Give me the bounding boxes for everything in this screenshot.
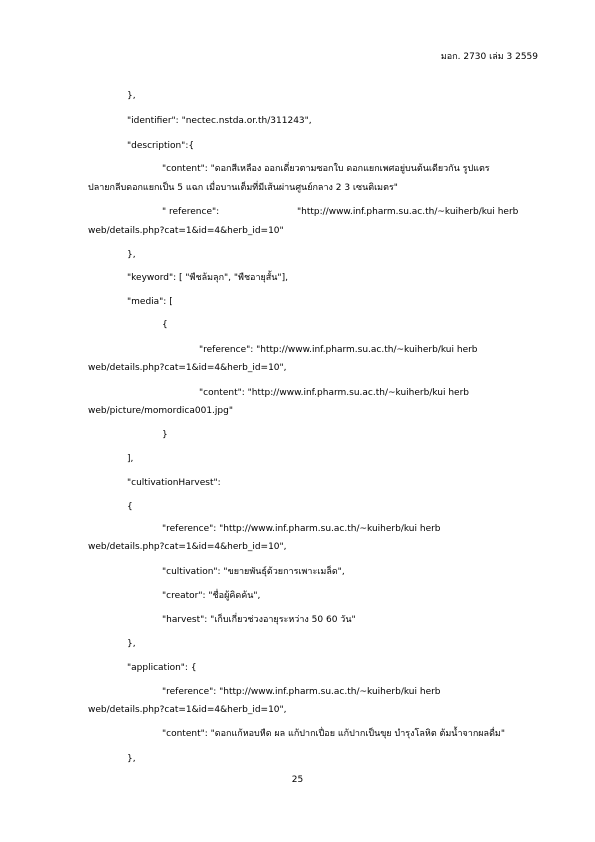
code-line: "creator": "ชื่อผู้คิดค้น",	[162, 591, 261, 601]
code-line: "reference": "http://www.inf.pharm.su.ac.th/~kuiherb/kui herb	[199, 345, 478, 355]
code-line: web/details.php?cat=1&id=4&herb_id=10",	[88, 542, 287, 552]
code-line: "content": "ดอกแก้หอบหืด ผล แก้ปากเปื่อย แก้ปากเป็นขุย บำรุงโลหิต ต้มน้ำจากผลดื่ม"	[162, 729, 505, 739]
code-line: "reference": "http://www.inf.pharm.su.ac.th/~kuiherb/kui herb	[162, 524, 441, 534]
code-line: "http://www.inf.pharm.su.ac.th/~kuiherb/kui herb	[297, 207, 519, 217]
code-line: web/details.php?cat=1&id=4&herb_id=10",	[88, 705, 287, 715]
code-line: "description":{	[127, 141, 195, 151]
code-line: },	[127, 91, 136, 101]
code-line: },	[127, 250, 136, 260]
code-line: "content": "ดอกสีเหลือง ออกเดี่ยวตามซอกใบ ดอกแยกเพศอยู่บนต้นเดียวกัน รูปแตร	[162, 164, 490, 174]
code-line: {	[162, 320, 168, 330]
code-line: web/details.php?cat=1&id=4&herb_id=10"	[88, 226, 284, 236]
code-line: "harvest": "เก็บเกี่ยวช่วงอายุระหว่าง 50 60 วัน"	[162, 615, 356, 625]
code-line: web/picture/momordica001.jpg"	[88, 406, 233, 416]
page-header: มอก. 2730 เล่ม 3 2559	[440, 52, 538, 62]
code-line: ปลายกลีบดอกแยกเป็น 5 แฉก เมื่อบานเต็มที่มีเส้นผ่านศูนย์กลาง 2 3 เซนติเมตร"	[88, 183, 398, 193]
code-line: },	[127, 754, 136, 764]
code-line: "application": {	[127, 663, 197, 673]
code-line: "cultivationHarvest":	[127, 478, 221, 488]
code-line: }	[162, 430, 168, 440]
code-line: },	[127, 639, 136, 649]
code-line: "keyword": [ "พืชล้มลุก", "พืชอายุสั้น"],	[127, 273, 288, 283]
page-number: 25	[291, 775, 304, 785]
code-line: " reference":	[162, 207, 220, 217]
code-line: web/details.php?cat=1&id=4&herb_id=10",	[88, 363, 287, 373]
code-line: ],	[127, 454, 134, 464]
code-line: "media": [	[127, 297, 173, 307]
code-line: {	[127, 502, 133, 512]
code-line: "identifier": "nectec.nstda.or.th/311243",	[127, 116, 312, 126]
code-line: "reference": "http://www.inf.pharm.su.ac.th/~kuiherb/kui herb	[162, 687, 441, 697]
code-line: "content": "http://www.inf.pharm.su.ac.th/~kuiherb/kui herb	[199, 388, 470, 398]
code-line: "cultivation": "ขยายพันธุ์ด้วยการเพาะเมล็ด",	[162, 567, 345, 577]
